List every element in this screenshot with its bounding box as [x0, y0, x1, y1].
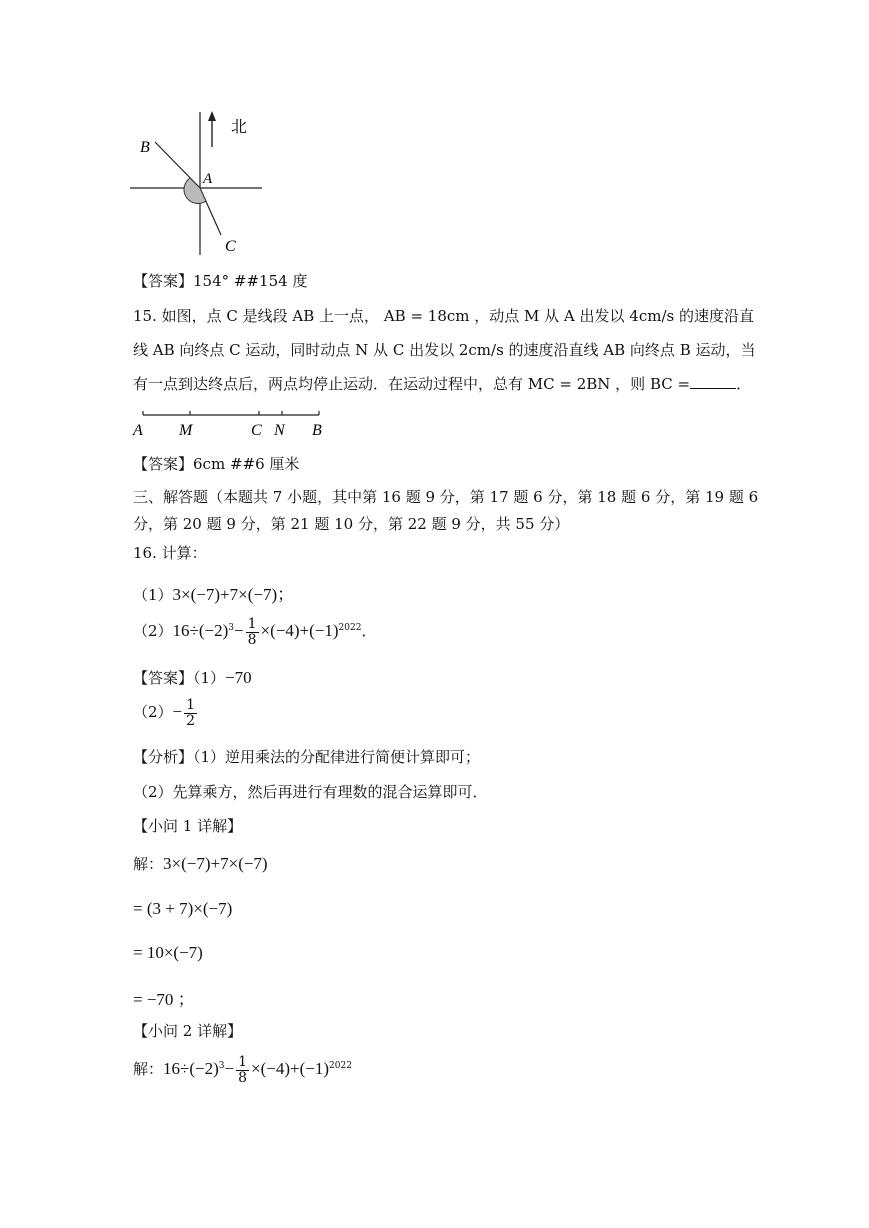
detail1-step0	[133, 853, 268, 874]
d2-pre: 16÷(−2)	[163, 1059, 219, 1079]
q16-p1-expr: 3×(−7)+7×(−7)；	[172, 585, 295, 604]
answer-tag: 【答案】	[133, 669, 194, 687]
q16-p2-minus: −	[234, 621, 244, 641]
q16-p2-exp2: 2022	[338, 623, 362, 634]
frac-num: 1	[186, 697, 196, 713]
compass-figure	[125, 105, 275, 265]
answer-tag: 【答案】	[133, 272, 194, 290]
analysis-line2: （2）先算乘方，然后再进行有理数的混合运算即可．	[133, 783, 488, 801]
frac-num: 1	[238, 1054, 248, 1070]
answer-16-part2	[133, 698, 199, 728]
q16-title: 16. 计算：	[133, 544, 207, 562]
answer-text: 154° ##154 度	[193, 272, 308, 290]
seg-label-b: B	[312, 422, 322, 439]
q16-p2-mid: ×(−4)+(−1)	[260, 621, 339, 641]
d2-exp: 3	[218, 1061, 225, 1072]
detail1-step2: = 10×(−7)	[133, 943, 203, 962]
q15-text3: 有一点到达终点后，两点均停止运动．在运动过程中，总有 MC = 2BN ，则 BC =	[133, 375, 691, 393]
answer-blank	[690, 376, 736, 389]
d2-mid: ×(−4)+(−1)	[251, 1059, 330, 1079]
analysis-text1: （1）逆用乘法的分配律进行简便计算即可；	[193, 748, 481, 766]
solve-label: 解：	[133, 855, 164, 873]
q16-p2-exp: 3	[228, 623, 235, 634]
detail2-tag: 【小问 2 详解】	[133, 1022, 243, 1040]
q15-number: 15.	[133, 307, 157, 325]
d2-fraction	[236, 1055, 249, 1085]
solve-label: 解：	[133, 1060, 164, 1079]
answer-14	[133, 270, 307, 291]
answer-tag: 【答案】	[133, 455, 194, 473]
q15-end: ．	[736, 375, 752, 393]
arrow-head-icon	[208, 111, 216, 121]
answer-15	[133, 453, 299, 474]
frac-den: 8	[238, 1069, 248, 1086]
q15-line1	[133, 305, 754, 326]
label-c: C	[225, 238, 236, 255]
label-b: B	[140, 139, 150, 156]
segment-figure	[128, 405, 333, 441]
a2-fraction	[184, 698, 197, 728]
q16-part2	[133, 617, 376, 647]
answer-16	[133, 667, 252, 688]
frac-den: 2	[186, 712, 196, 729]
seg-label-c: C	[251, 422, 262, 439]
frac-den: 8	[247, 631, 257, 648]
seg-label-n: N	[274, 422, 285, 439]
q15-line3	[133, 373, 751, 394]
analysis-tag: 【分析】	[133, 748, 194, 766]
q16-p2-end: ．	[361, 622, 377, 641]
detail2-expr	[133, 1055, 352, 1085]
detail1-tag: 【小问 1 详解】	[133, 817, 243, 835]
a2-label: （2）	[133, 703, 173, 722]
q16-p2-fraction	[246, 617, 259, 647]
seg-label-m: M	[179, 422, 193, 439]
step0-expr: 3×(−7)+7×(−7)	[163, 854, 268, 873]
section3-line2: 分，第 20 题 9 分，第 21 题 10 分，第 22 题 9 分，共 55 分）	[133, 515, 570, 533]
d2-exp2: 2022	[329, 1061, 352, 1072]
detail1-step3: = −70 ；	[133, 990, 195, 1009]
seg-label-a: A	[133, 422, 143, 439]
frac-num: 1	[247, 616, 257, 632]
a1-value: −70	[225, 668, 252, 687]
a1-label: （1）	[193, 669, 226, 687]
a2-sign: −	[172, 702, 183, 722]
q16-p2-label: （2）	[133, 622, 173, 641]
q16-p2-pre: 16÷(−2)	[172, 621, 229, 641]
detail1-step1: = (3 + 7)×(−7)	[133, 899, 233, 918]
q16-part1	[133, 580, 294, 605]
d2-minus: −	[224, 1059, 235, 1079]
q16-p1-label: （1）	[133, 586, 173, 604]
section3-line1: 三、解答题（本题共 7 小题，其中第 16 题 9 分，第 17 题 6 分，第 18 题 6 分，第 19 题 6	[133, 488, 759, 506]
q15-line2: 线 AB 向终点 C 运动，同时动点 N 从 C 出发以 2cm/s 的速度沿直线 AB 向终点 B 运动，当	[133, 341, 756, 359]
label-north: 北	[231, 117, 248, 136]
q15-text1: 如图，点 C 是线段 AB 上一点， AB = 18cm ，动点 M 从 A 出发以 4cm/s 的速度沿直	[161, 307, 754, 325]
label-a: A	[203, 171, 213, 187]
answer-text: 6cm ##6 厘米	[193, 455, 300, 473]
analysis-line1	[133, 746, 480, 767]
